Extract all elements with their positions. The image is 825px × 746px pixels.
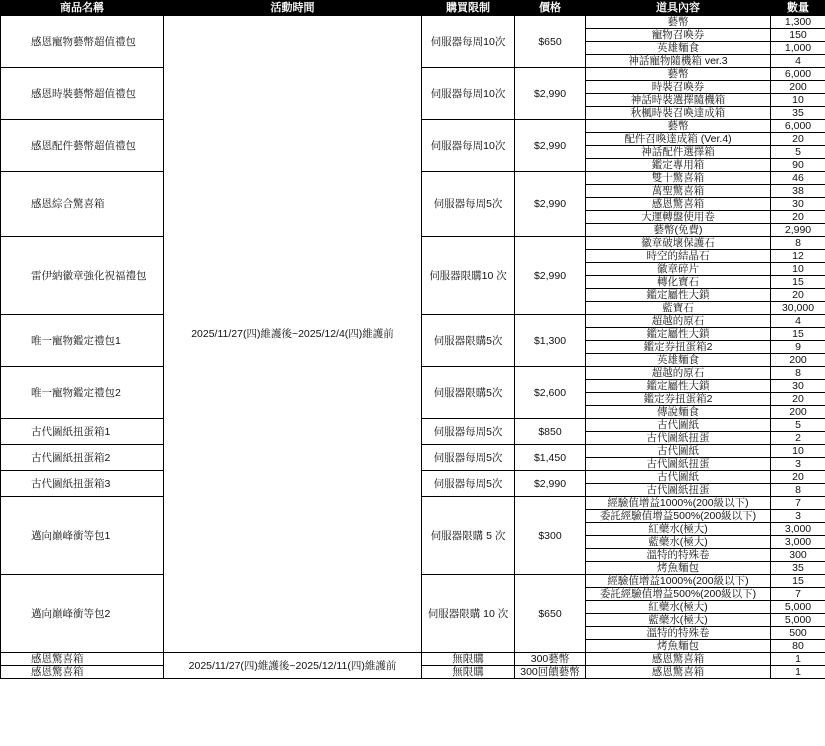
price-cell: 300回饋藝幣	[515, 666, 586, 679]
item-name-cell: 轉化寶石	[586, 276, 771, 289]
item-quantity-cell: 6,000	[771, 68, 825, 81]
price-cell: $2,990	[515, 120, 586, 172]
item-quantity-cell: 500	[771, 627, 825, 640]
price-cell: $2,990	[515, 471, 586, 497]
item-quantity-cell: 4	[771, 315, 825, 328]
purchase-limit-cell: 伺服器每周5次	[422, 445, 515, 471]
product-name-cell: 感恩驚喜箱	[1, 666, 164, 679]
item-quantity-cell: 7	[771, 497, 825, 510]
item-name-cell: 神話時裝選擇隨機箱	[586, 94, 771, 107]
item-quantity-cell: 7	[771, 588, 825, 601]
item-quantity-cell: 38	[771, 185, 825, 198]
item-quantity-cell: 10	[771, 94, 825, 107]
item-quantity-cell: 200	[771, 406, 825, 419]
product-name-cell: 古代圖紙扭蛋箱1	[1, 419, 164, 445]
product-name-cell: 感恩時裝藝幣超值禮包	[1, 68, 164, 120]
item-name-cell: 鑑定券扭蛋箱2	[586, 393, 771, 406]
item-name-cell: 古代圖紙扭蛋	[586, 484, 771, 497]
item-quantity-cell: 30	[771, 198, 825, 211]
purchase-limit-cell: 伺服器限購5次	[422, 367, 515, 419]
event-time-cell: 2025/11/27(四)維護後~2025/12/11(四)維護前	[164, 653, 422, 679]
price-cell: $1,450	[515, 445, 586, 471]
item-quantity-cell: 30,000	[771, 302, 825, 315]
item-name-cell: 古代圖紙	[586, 445, 771, 458]
item-name-cell: 藝幣(免費)	[586, 224, 771, 237]
item-name-cell: 徽章破壞保護石	[586, 237, 771, 250]
product-name-cell: 古代圖紙扭蛋箱2	[1, 445, 164, 471]
item-quantity-cell: 4	[771, 55, 825, 68]
item-quantity-cell: 46	[771, 172, 825, 185]
item-quantity-cell: 20	[771, 393, 825, 406]
item-quantity-cell: 3,000	[771, 536, 825, 549]
item-name-cell: 鑑定專用箱	[586, 159, 771, 172]
item-quantity-cell: 3	[771, 458, 825, 471]
purchase-limit-cell: 伺服器限購10 次	[422, 237, 515, 315]
item-name-cell: 藝幣	[586, 68, 771, 81]
item-name-cell: 藍藥水(極大)	[586, 614, 771, 627]
item-quantity-cell: 5,000	[771, 601, 825, 614]
item-name-cell: 藍寶石	[586, 302, 771, 315]
item-name-cell: 超越的原石	[586, 367, 771, 380]
item-quantity-cell: 10	[771, 263, 825, 276]
item-name-cell: 古代圖紙扭蛋	[586, 432, 771, 445]
item-quantity-cell: 200	[771, 354, 825, 367]
item-name-cell: 感恩驚喜箱	[586, 666, 771, 679]
item-name-cell: 藝幣	[586, 120, 771, 133]
product-name-cell: 古代圖紙扭蛋箱3	[1, 471, 164, 497]
item-quantity-cell: 200	[771, 81, 825, 94]
item-quantity-cell: 1,000	[771, 42, 825, 55]
product-name-cell: 感恩綜合驚喜箱	[1, 172, 164, 237]
price-cell: $2,990	[515, 68, 586, 120]
item-name-cell: 烤魚麵包	[586, 640, 771, 653]
item-name-cell: 神話配件選擇箱	[586, 146, 771, 159]
price-cell: $850	[515, 419, 586, 445]
item-quantity-cell: 20	[771, 133, 825, 146]
item-quantity-cell: 9	[771, 341, 825, 354]
item-quantity-cell: 5	[771, 419, 825, 432]
purchase-limit-cell: 伺服器限購 5 次	[422, 497, 515, 575]
product-name-cell: 感恩寵物藝幣超值禮包	[1, 16, 164, 68]
item-quantity-cell: 20	[771, 471, 825, 484]
product-name-cell: 感恩配件藝幣超值禮包	[1, 120, 164, 172]
price-cell: $2,990	[515, 172, 586, 237]
item-name-cell: 烤魚麵包	[586, 562, 771, 575]
purchase-limit-cell: 伺服器每周10次	[422, 68, 515, 120]
header-product-name: 商品名稱	[1, 1, 164, 16]
item-quantity-cell: 3	[771, 510, 825, 523]
item-quantity-cell: 20	[771, 211, 825, 224]
item-name-cell: 感恩驚喜箱	[586, 653, 771, 666]
item-name-cell: 古代圖紙	[586, 471, 771, 484]
header-price: 價格	[515, 1, 586, 16]
item-quantity-cell: 8	[771, 484, 825, 497]
item-quantity-cell: 15	[771, 575, 825, 588]
item-quantity-cell: 2,990	[771, 224, 825, 237]
item-name-cell: 藍藥水(極大)	[586, 536, 771, 549]
purchase-limit-cell: 伺服器限購5次	[422, 315, 515, 367]
item-name-cell: 英雄麵食	[586, 42, 771, 55]
item-name-cell: 委託經驗值增益500%(200級以下)	[586, 510, 771, 523]
product-name-cell: 唯一寵物鑑定禮包2	[1, 367, 164, 419]
purchase-limit-cell: 伺服器每周5次	[422, 419, 515, 445]
item-name-cell: 紅藥水(極大)	[586, 601, 771, 614]
purchase-limit-cell: 伺服器限購 10 次	[422, 575, 515, 653]
item-quantity-cell: 5,000	[771, 614, 825, 627]
item-name-cell: 經驗值增益1000%(200級以下)	[586, 497, 771, 510]
item-quantity-cell: 10	[771, 445, 825, 458]
item-quantity-cell: 8	[771, 237, 825, 250]
item-name-cell: 秋楓時裝召喚達成箱	[586, 107, 771, 120]
item-quantity-cell: 35	[771, 562, 825, 575]
table-row	[1, 653, 825, 666]
item-quantity-cell: 2	[771, 432, 825, 445]
item-quantity-cell: 20	[771, 289, 825, 302]
header-row	[1, 1, 825, 16]
item-quantity-cell: 15	[771, 276, 825, 289]
item-name-cell: 鑑定屬性大鎖	[586, 380, 771, 393]
purchase-limit-cell: 無限購	[422, 666, 515, 679]
purchase-limit-cell: 無限購	[422, 653, 515, 666]
product-name-cell: 邁向巔峰衝等包1	[1, 497, 164, 575]
item-quantity-cell: 1	[771, 653, 825, 666]
item-quantity-cell: 6,000	[771, 120, 825, 133]
item-name-cell: 配件召喚達成箱 (Ver.4)	[586, 133, 771, 146]
item-name-cell: 鑑定屬性大鎖	[586, 289, 771, 302]
item-name-cell: 超越的原石	[586, 315, 771, 328]
item-name-cell: 時裝召喚券	[586, 81, 771, 94]
item-quantity-cell: 15	[771, 328, 825, 341]
item-quantity-cell: 300	[771, 549, 825, 562]
item-name-cell: 徽章碎片	[586, 263, 771, 276]
item-name-cell: 大運轉盤使用卷	[586, 211, 771, 224]
item-quantity-cell: 30	[771, 380, 825, 393]
header-purchase-limit: 購買限制	[422, 1, 515, 16]
item-quantity-cell: 150	[771, 29, 825, 42]
item-name-cell: 寵物召喚券	[586, 29, 771, 42]
header-quantity: 數量	[771, 1, 825, 16]
header-event-time: 活動時間	[164, 1, 422, 16]
price-cell: 300藝幣	[515, 653, 586, 666]
product-name-cell: 邁向巔峰衝等包2	[1, 575, 164, 653]
item-quantity-cell: 90	[771, 159, 825, 172]
price-cell: $650	[515, 575, 586, 653]
item-name-cell: 傳說麵食	[586, 406, 771, 419]
item-quantity-cell: 1	[771, 666, 825, 679]
price-cell: $2,600	[515, 367, 586, 419]
product-name-cell: 雷伊納徽章強化祝福禮包	[1, 237, 164, 315]
item-name-cell: 鑑定券扭蛋箱2	[586, 341, 771, 354]
item-name-cell: 萬聖驚喜箱	[586, 185, 771, 198]
table-row	[1, 16, 825, 29]
product-name-cell: 感恩驚喜箱	[1, 653, 164, 666]
item-name-cell: 英雄麵食	[586, 354, 771, 367]
item-name-cell: 委託經驗值增益500%(200級以下)	[586, 588, 771, 601]
price-cell: $300	[515, 497, 586, 575]
purchase-limit-cell: 伺服器每周10次	[422, 16, 515, 68]
item-name-cell: 溫特的特殊卷	[586, 627, 771, 640]
item-quantity-cell: 12	[771, 250, 825, 263]
purchase-limit-cell: 伺服器每周5次	[422, 471, 515, 497]
item-name-cell: 神話寵物隨機箱 ver.3	[586, 55, 771, 68]
item-quantity-cell: 80	[771, 640, 825, 653]
item-name-cell: 溫特的特殊卷	[586, 549, 771, 562]
item-name-cell: 藝幣	[586, 16, 771, 29]
price-cell: $650	[515, 16, 586, 68]
price-cell: $2,990	[515, 237, 586, 315]
purchase-limit-cell: 伺服器每周10次	[422, 120, 515, 172]
item-name-cell: 古代圖紙扭蛋	[586, 458, 771, 471]
item-quantity-cell: 35	[771, 107, 825, 120]
item-quantity-cell: 8	[771, 367, 825, 380]
item-name-cell: 紅藥水(極大)	[586, 523, 771, 536]
purchase-limit-cell: 伺服器每周5次	[422, 172, 515, 237]
item-quantity-cell: 3,000	[771, 523, 825, 536]
event-time-cell: 2025/11/27(四)維護後~2025/12/4(四)維護前	[164, 16, 422, 653]
item-name-cell: 經驗值增益1000%(200級以下)	[586, 575, 771, 588]
item-quantity-cell: 1,300	[771, 16, 825, 29]
item-name-cell: 鑑定屬性大鎖	[586, 328, 771, 341]
item-name-cell: 感恩驚喜箱	[586, 198, 771, 211]
header-item-contents: 道具內容	[586, 1, 771, 16]
price-cell: $1,300	[515, 315, 586, 367]
item-name-cell: 古代圖紙	[586, 419, 771, 432]
item-quantity-cell: 5	[771, 146, 825, 159]
item-name-cell: 雙十驚喜箱	[586, 172, 771, 185]
product-name-cell: 唯一寵物鑑定禮包1	[1, 315, 164, 367]
item-name-cell: 時空的結晶石	[586, 250, 771, 263]
